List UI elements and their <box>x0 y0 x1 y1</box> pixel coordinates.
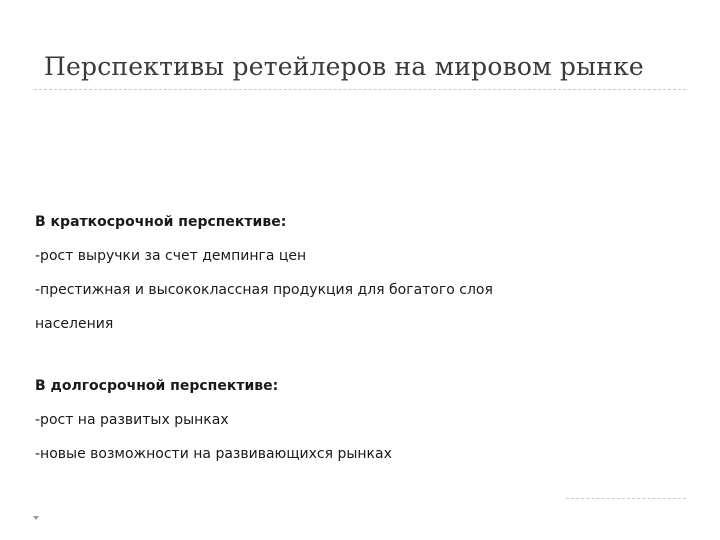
long-term-item: -рост на развитых рынках <box>35 412 229 428</box>
slide-title: Перспективы ретейлеров на мировом рынке <box>44 52 644 81</box>
long-term-item: -новые возможности на развивающихся рынках <box>35 446 392 462</box>
title-divider <box>34 89 686 90</box>
section-spacer <box>35 341 675 369</box>
short-term-item: -рост выручки за счет демпинга цен <box>35 248 307 264</box>
footer-divider <box>566 498 686 499</box>
short-term-item: -престижная и высококлассная продукция для богатого слоя <box>35 282 493 298</box>
short-term-heading: В краткосрочной перспективе: <box>35 214 287 230</box>
short-term-item-continuation: населения <box>35 316 114 332</box>
slide-body <box>35 205 675 471</box>
corner-marker-icon <box>33 516 39 520</box>
long-term-heading: В долгосрочной перспективе: <box>35 378 279 394</box>
